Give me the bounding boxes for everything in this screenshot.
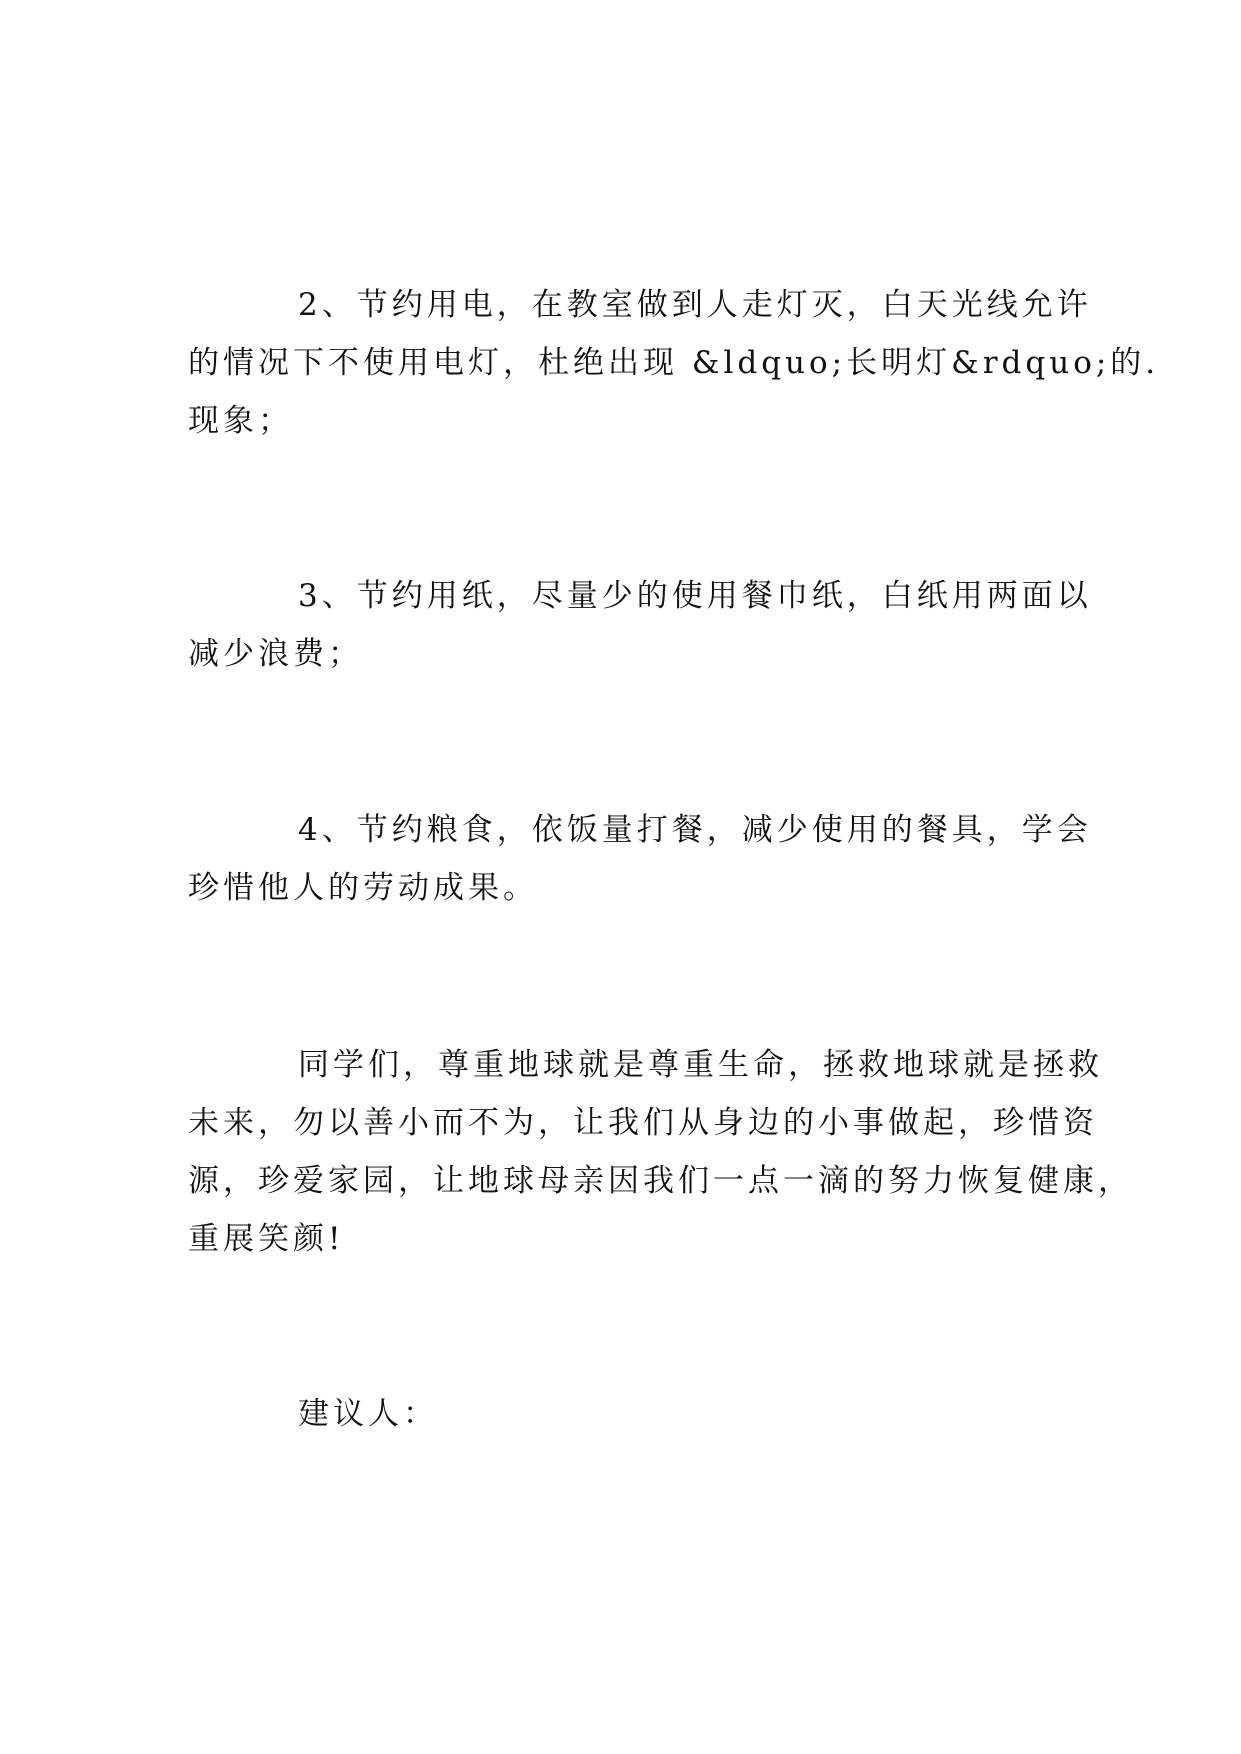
paragraph-line: 珍惜他人的劳动成果。	[188, 870, 538, 906]
paragraph-line: 现象；	[188, 403, 293, 439]
paragraph-line: 源，珍爱家园，让地球母亲因我们一点一滴的努力恢复健康，	[188, 1163, 1133, 1199]
paragraph-line: 重展笑颜!	[188, 1221, 345, 1257]
paragraph-save-electricity	[188, 276, 1160, 450]
paragraph-line: 3、节约用纸，尽量少的使用餐巾纸，白纸用两面以	[298, 578, 1092, 614]
paragraph-save-paper	[188, 567, 1092, 683]
paragraph-line: 的情况下不使用电灯，杜绝出现 &ldquo;长明灯&rdquo;的.	[188, 345, 1160, 381]
paragraph-save-food	[188, 801, 1092, 917]
signature-line	[188, 1385, 1068, 1443]
paragraph-line: 4、节约粮食，依饭量打餐，减少使用的餐具，学会	[298, 812, 1092, 848]
paragraph-line: 同学们，尊重地球就是尊重生命，拯救地球就是拯救	[298, 1047, 1103, 1083]
paragraph-line: 减少浪费；	[188, 636, 363, 672]
paragraph-line: 未来，勿以善小而不为，让我们从身边的小事做起，珍惜资	[188, 1105, 1098, 1141]
paragraph-closing-appeal	[188, 1036, 1133, 1268]
proposer-label: 建议人：	[298, 1396, 438, 1432]
paragraph-line: 2、节约用电，在教室做到人走灯灭，白天光线允许	[298, 287, 1092, 323]
